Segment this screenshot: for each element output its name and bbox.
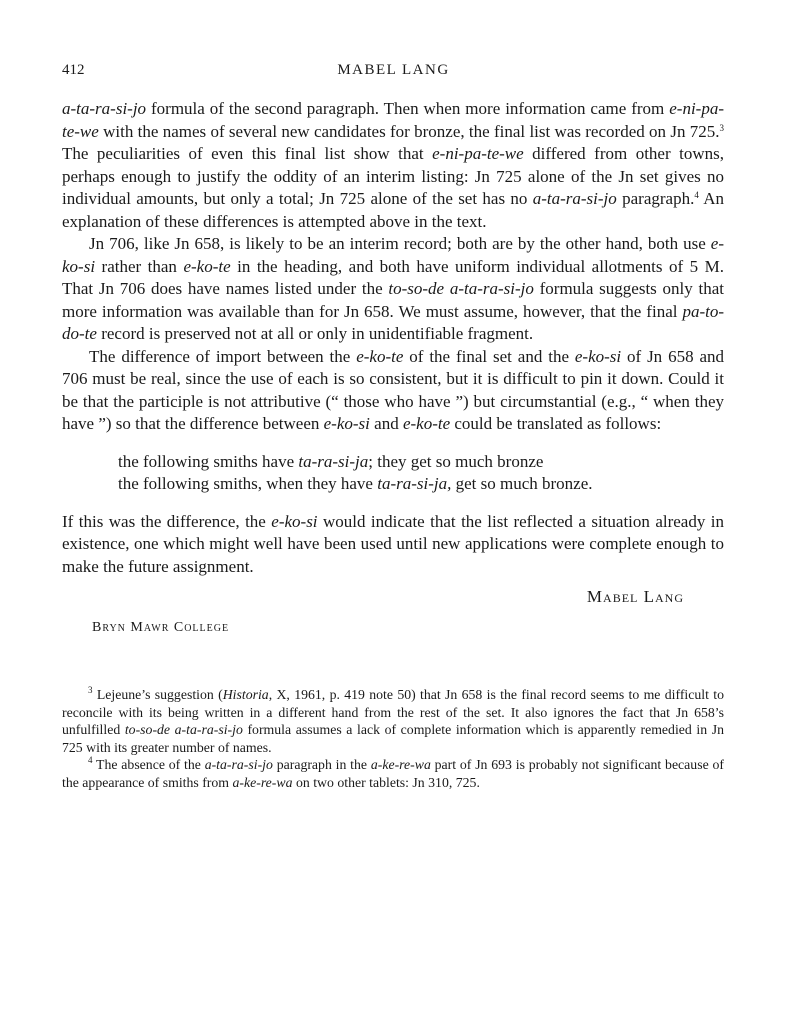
footnote: $^4$ The absence of the a-ta-ra-si-jo paragraph in the a-ke-re-wa part of Jn 693 is probably not significant because of the appearance of smiths from a-ke-re-wa on two other tablets: Jn 310, 725. <box>62 755 724 790</box>
quote-line: the following smiths have ta-ra-si-ja; they get so much bronze <box>118 451 544 471</box>
page-number: 412 <box>62 62 85 78</box>
quote-line: the following smiths, when they have ta-ra-si-ja, get so much bronze. <box>118 474 593 493</box>
paragraph: Jn 706, like Jn 658, is likely to be an interim record; both are by the other hand, both use e-ko-si rather than e-ko-te in the heading, and both have uniform individual allotments of 5 M. That Jn 706 does have names listed under the to-so-de a-ta-ra-si-jo formula suggests only that more information was available than for Jn 658. We must assume, however, that the final pa-to-do-te record is preserved not at all or only in unidentifiable fragment. <box>62 234 724 343</box>
footnotes <box>62 686 724 791</box>
running-head: MABEL LANG <box>337 62 450 78</box>
paragraph: The difference of import between the e-ko-te of the final set and the e-ko-si of Jn 658 and 706 must be real, since the use of each is so consistent, but it is difficult to pin it down. Could it be that the participle is not attributive (“ those who have ”) but circumstantial (e.g., “ when they have ”) so that the difference between e-ko-si and e-ko-te could be translated as follows: <box>62 346 724 433</box>
paragraph-continued: a-ta-ra-si-jo formula of the second paragraph. Then when more information came from e-ni-pa-te-we with the names of several new candidates for bronze, the final list was recorded on Jn 725.$^3$ The peculiarities of even this final list show that e-ni-pa-te-we differed from other towns, perhaps enough to justify the oddity of an interim listing: Jn 725 alone of the Jn set gives no individual amounts, but only a total; Jn 725 alone of the set has no a-ta-ra-si-jo paragraph.$^4$ An explanation of these differences is attempted above in the text. <box>62 99 724 231</box>
footnote-ref-3: 3 <box>719 122 724 133</box>
block-quote <box>118 451 724 496</box>
body-text <box>62 98 724 639</box>
author-affiliation: Bryn Mawr College <box>92 619 230 635</box>
paragraph: If this was the difference, the e-ko-si would indicate that the list reflected a situation already in existence, one which might well have been used until new applications were complete enough to make the future assignment. <box>62 511 724 576</box>
author-signature: Mabel Lang <box>586 587 684 606</box>
footnote: $^3$ Lejeune’s suggestion (Historia, X, 1961, p. 419 note 50) that Jn 658 is the final record seems to me difficult to reconcile with its being written in a different hand from the rest of the set. It also ignores the fact that Jn 658’s unfulfilled to-so-de a-ta-ra-si-jo formula assumes a lack of complete information which is apparently remedied in Jn 725 with its greater number of names. <box>62 685 724 755</box>
footnote-ref-4: 4 <box>694 190 699 200</box>
